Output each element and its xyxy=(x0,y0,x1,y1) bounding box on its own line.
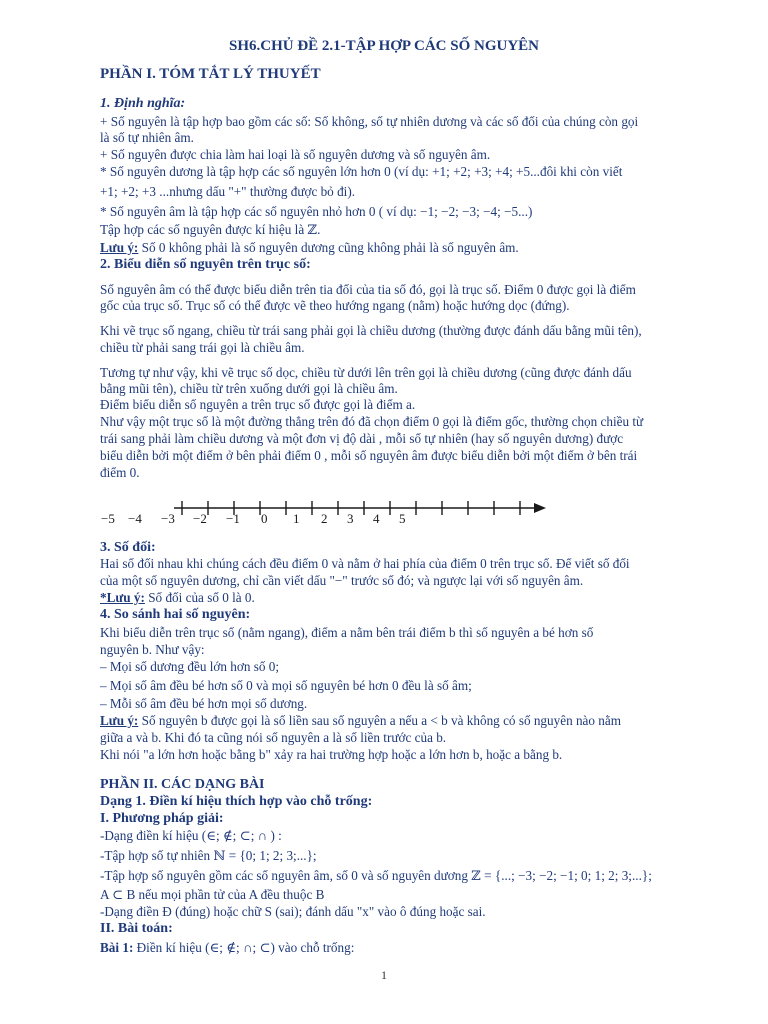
paragraph-line: -Dạng điền kí hiệu (∈; ∉; ⊂; ∩ ) : xyxy=(100,828,282,843)
section-3-heading: 3. Số đối: xyxy=(100,540,156,555)
paragraph-line: Như vậy một trục số là một đường thẳng trên đó đã chọn điểm 0 gọi là điểm gốc, thường chọn chiều từ xyxy=(100,414,644,429)
exercise-label: Bài 1: xyxy=(100,940,134,955)
note-line xyxy=(100,590,690,606)
paragraph-line: biểu diễn bởi một điểm ở bên phải điểm 0 , mỗi số nguyên âm được biểu diễn bởi một điểm ở bên trái xyxy=(100,448,638,463)
paragraph-line: giữa a và b. Khi đó ta cũng nói số nguyên a là số liền trước của b. xyxy=(100,730,447,745)
paragraph-line: -Tập hợp số tự nhiên ℕ = {0; 1; 2; 3;...}; xyxy=(100,848,317,863)
exercise-line xyxy=(100,940,690,956)
paragraph-line: Tập hợp các số nguyên được kí hiệu là ℤ. xyxy=(100,222,321,237)
number-line-label: 5 xyxy=(399,511,406,526)
paragraph-line: – Mọi số âm đều bé hơn số 0 và mọi số nguyên bé hơn 0 đều là số âm; xyxy=(100,678,472,693)
paragraph-line: gốc của trục số. Trục số có thể được vẽ theo hướng ngang (nằm) hoặc hướng dọc (đứng). xyxy=(100,298,570,313)
paragraph-line: Hai số đối nhau khi chúng cách đều điểm 0 và nằm ở hai phía của điểm 0 trên trục số. Để viết số đối xyxy=(100,556,630,571)
paragraph-line: điểm 0. xyxy=(100,465,140,480)
number-line-label: 2 xyxy=(321,511,328,526)
paragraph-line: trái sang phải làm chiều dương và một đơn vị độ dài , mỗi số tự nhiên (hay số nguyên dương) được xyxy=(100,431,624,446)
paragraph-line: bằng mũi tên), chiều từ trên xuống dưới gọi là chiều âm. xyxy=(100,381,398,396)
paragraph-line: + Số nguyên được chia làm hai loại là số nguyên dương và số nguyên âm. xyxy=(100,147,491,162)
paragraph-line: -Tập hợp số nguyên gồm các số nguyên âm, số 0 và số nguyên dương ℤ = {...; −3; −2; −1; 0; 1; 2; 3;...}; xyxy=(100,868,652,883)
paragraph-line: của một số nguyên dương, chỉ cần viết dấu "−" trước số đó; và ngược lại với số nguyên âm. xyxy=(100,573,584,588)
paragraph-line: – Mọi số dương đều lớn hơn số 0; xyxy=(100,659,279,674)
note-label: *Lưu ý: xyxy=(100,590,145,605)
section-1-heading: 1. Định nghĩa: xyxy=(100,96,186,111)
paragraph-line: + Số nguyên là tập hợp bao gồm các số: Số không, số tự nhiên dương và các số đối của chúng còn gọi xyxy=(100,114,639,129)
paragraph-line: * Số nguyên âm là tập hợp các số nguyên nhỏ hơn 0 ( ví dụ: −1; −2; −3; −4; −5...) xyxy=(100,204,533,219)
paragraph-line: nguyên b. Như vậy: xyxy=(100,642,205,657)
paragraph-line: Tương tự như vậy, khi vẽ trục số dọc, chiều từ dưới lên trên gọi là chiều dương (cũng được đánh dấu xyxy=(100,365,632,380)
paragraph-line: Điểm biểu diễn số nguyên a trên trục số được gọi là điểm a. xyxy=(100,397,416,412)
number-line-label: 1 xyxy=(293,511,300,526)
note-text: Số 0 không phải là số nguyên dương cũng không phải là số nguyên âm. xyxy=(138,240,519,255)
page-number: 1 xyxy=(381,968,387,982)
paragraph-line: Khi biểu diễn trên trục số (nằm ngang), điểm a nằm bên trái điểm b thì số nguyên a bé hơn số xyxy=(100,625,594,640)
paragraph-line: – Mỗi số âm đều bé hơn mọi số dương. xyxy=(100,696,308,711)
note-line xyxy=(100,240,690,256)
note-label: Lưu ý: xyxy=(100,240,139,255)
number-line-label: 4 xyxy=(373,511,380,526)
note-text: Số đối của số 0 là 0. xyxy=(144,590,255,605)
problems-heading: II. Bài toán: xyxy=(100,921,173,936)
number-line-label: −4 xyxy=(128,511,142,526)
note-line xyxy=(100,713,690,729)
paragraph-line: +1; +2; +3 ...nhưng dấu "+" thường được bỏ đi). xyxy=(100,184,356,199)
number-line-label: −1 xyxy=(226,511,240,526)
paragraph-line: -Dạng điền Đ (đúng) hoặc chữ S (sai); đánh dấu "x" vào ô đúng hoặc sai. xyxy=(100,904,486,919)
paragraph-line: Khi vẽ trục số ngang, chiều từ trái sang phải gọi là chiều dương (thường được đánh dấu bằng mũi tên), xyxy=(100,323,642,338)
paragraph-line: chiều từ phải sang trái gọi là chiều âm. xyxy=(100,340,305,355)
section-2-heading: 2. Biểu diễn số nguyên trên trục số: xyxy=(100,257,311,272)
number-line-label: −5 xyxy=(101,511,115,526)
method-heading: I. Phương pháp giải: xyxy=(100,811,224,826)
section-4-heading: 4. So sánh hai số nguyên: xyxy=(100,607,251,622)
part-1-heading: PHẦN I. TÓM TẮT LÝ THUYẾT xyxy=(100,66,321,82)
number-line-label: 3 xyxy=(347,511,354,526)
page-title: SH6.CHỦ ĐỀ 2.1-TẬP HỢP CÁC SỐ NGUYÊN xyxy=(228,38,540,54)
paragraph-line: Khi nói "a lớn hơn hoặc bằng b" xảy ra hai trường hợp hoặc a lớn hơn b, hoặc a bằng b. xyxy=(100,747,563,762)
paragraph-line: Số nguyên âm có thể được biểu diễn trên tia đối của tia số đó, gọi là trục số. Điểm 0 được gọi là điểm xyxy=(100,282,636,297)
number-line-label: −2 xyxy=(193,511,207,526)
paragraph-line: * Số nguyên dương là tập hợp các số nguyên lớn hơn 0 (ví dụ: +1; +2; +3; +4; +5...đôi khi còn viết xyxy=(100,164,623,179)
note-label: Lưu ý: xyxy=(100,713,139,728)
number-line-label: −3 xyxy=(161,511,175,526)
number-line-label: 0 xyxy=(261,511,268,526)
exercise-text: Điền kí hiệu (∈; ∉; ∩; ⊂) vào chỗ trống: xyxy=(133,940,355,955)
part-2-heading: PHẦN II. CÁC DẠNG BÀI xyxy=(100,777,265,792)
paragraph-line: là số tự nhiên âm. xyxy=(100,130,194,145)
paragraph-line: A ⊂ B nếu mọi phần tử của A đều thuộc B xyxy=(100,887,325,902)
note-text: Số nguyên b được gọi là số liền sau số nguyên a nếu a < b và không có số nguyên nào nằm xyxy=(138,713,621,728)
form-1-heading: Dạng 1. Điền kí hiệu thích hợp vào chỗ trống: xyxy=(100,794,373,809)
